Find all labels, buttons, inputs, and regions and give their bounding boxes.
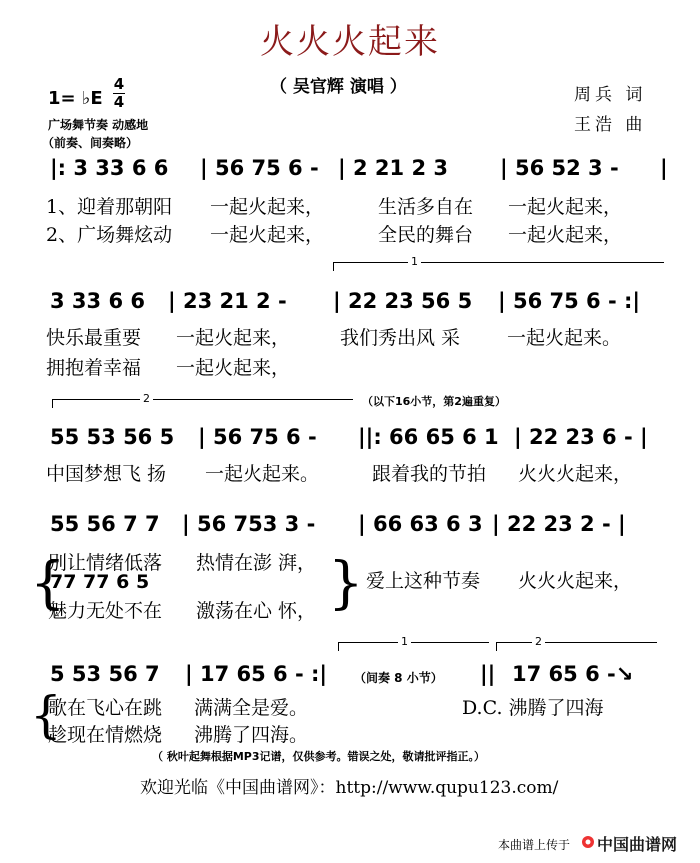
lyric-line: 一起火起来。 — [205, 463, 320, 485]
barline: | — [660, 156, 668, 180]
lyric-line: 别让情绪低落 — [48, 552, 163, 574]
notation-measure: | 17 65 6 - :| — [185, 662, 328, 686]
lyric-brace: { — [30, 686, 62, 744]
notation-measure: | 56 75 6 - :| — [498, 289, 641, 313]
lyric-line: 一起火起来。 — [507, 327, 622, 349]
notation-measure: 5 53 56 7 — [50, 662, 160, 686]
volta-number: 2 — [532, 635, 545, 648]
lyric-line: 趁现在情燃烧 — [48, 724, 163, 746]
notation-measure: | 22 23 2 - | — [492, 512, 626, 536]
lyric-line: 沸腾了四海。 — [194, 724, 309, 746]
lyricist-credit: 周兵 词 — [574, 85, 647, 105]
lyric-line: 跟着我的节拍 — [372, 463, 487, 485]
volta-number: 2 — [140, 392, 153, 405]
repeat-note: （以下16小节，第2遍重复） — [362, 395, 506, 408]
volta-bracket — [496, 642, 657, 651]
notation-measure: 55 56 7 7 — [50, 512, 160, 536]
volta-number: 1 — [408, 255, 421, 268]
notation-measure: 3 33 6 6 — [50, 289, 145, 313]
lyric-line: 火火火起来， — [518, 570, 633, 592]
volta-bracket — [333, 262, 664, 271]
time-signature-top: 4 — [113, 75, 125, 93]
welcome-line: 欢迎光临《中国曲谱网》：http://www.qupu123.com/ — [140, 778, 559, 798]
notation-measure: | 22 23 56 5 — [333, 289, 473, 313]
logo-icon — [581, 834, 595, 848]
brand-text: 中国曲谱网 — [597, 835, 678, 854]
prelude-note: （前奏、间奏略） — [42, 136, 139, 150]
song-title: 火火火起来 — [260, 22, 440, 62]
lyric-brace: { — [30, 551, 66, 616]
lyric-line: 快乐最重要 — [46, 327, 142, 349]
notation-measure: | 56 753 3 - — [182, 512, 316, 536]
volta-bracket — [338, 642, 489, 651]
notation-measure: | 56 75 6 - — [198, 425, 317, 449]
singer-credit: （ 吴官辉 演唱 ） — [270, 77, 407, 97]
lyric-line: 热情在澎 湃， — [196, 552, 317, 574]
notation-measure: ||: 66 65 6 1 — [358, 425, 499, 449]
lyric-line: 一起火起来， — [176, 357, 291, 379]
notation-measure: | 66 63 6 3 — [358, 512, 483, 536]
lyric-line: 激荡在心 怀， — [196, 600, 317, 622]
lyric-line: 中国梦想飞 扬 — [46, 463, 167, 485]
lyric-line: 我们秀出风 采 — [340, 327, 461, 349]
lyric-line: 一起火起来， — [176, 327, 291, 349]
time-signature — [113, 76, 125, 111]
notation-measure: | 56 75 6 - — [200, 156, 319, 180]
notation-measure: | 22 23 6 - | — [514, 425, 648, 449]
lyric-line: 一起火起来， — [210, 196, 325, 218]
key-signature: 1= ♭E — [48, 88, 103, 109]
dc-lyric: D.C. 沸腾了四海 — [462, 697, 604, 719]
lyric-line: 一起火起来， — [508, 196, 623, 218]
notation-measure: | 2 21 2 3 — [338, 156, 448, 180]
lyric-line: 拥抱着幸福 — [46, 357, 142, 379]
notation-measure: 17 65 6 -↘ — [512, 662, 634, 686]
volta-bracket — [52, 399, 353, 408]
lyric-line: 1、迎着那朝阳 — [46, 196, 173, 218]
lyric-line: 一起火起来， — [508, 224, 623, 246]
notation-measure: | 56 52 3 - — [500, 156, 619, 180]
alternate-notation: 77 77 6 5 — [50, 571, 150, 593]
upload-note: 本曲谱上传于 — [498, 838, 571, 852]
brand-logo[interactable] — [597, 832, 677, 855]
style-note: 广场舞节奏 动感地 — [48, 118, 149, 132]
time-signature-bottom: 4 — [113, 93, 125, 111]
interlude-note: （间奏 8 小节） — [354, 671, 443, 685]
lyric-line: 全民的舞台 — [378, 224, 474, 246]
notation-measure: |: 3 33 6 6 — [50, 156, 169, 180]
transcription-note: （ 秋叶起舞根据MP3记谱，仅供参考。错误之处，敬请批评指正。） — [152, 750, 485, 763]
lyric-line: 生活多自在 — [378, 196, 474, 218]
lyric-line: 一起火起来， — [210, 224, 325, 246]
volta-number: 1 — [398, 635, 411, 648]
barline: || — [480, 662, 496, 686]
notation-measure: 55 53 56 5 — [50, 425, 175, 449]
lyric-line: 爱上这种节奏 — [366, 570, 481, 592]
lyric-line: 歌在飞心在跳 — [48, 697, 163, 719]
notation-measure: | 23 21 2 - — [168, 289, 287, 313]
lyric-line: 满满全是爱。 — [194, 697, 309, 719]
composer-credit: 王浩 曲 — [574, 115, 647, 135]
lyric-line: 魅力无处不在 — [48, 600, 163, 622]
lyric-line: 火火火起来， — [518, 463, 633, 485]
lyric-line: 2、广场舞炫动 — [46, 224, 173, 246]
lyric-brace-close: } — [328, 551, 364, 616]
